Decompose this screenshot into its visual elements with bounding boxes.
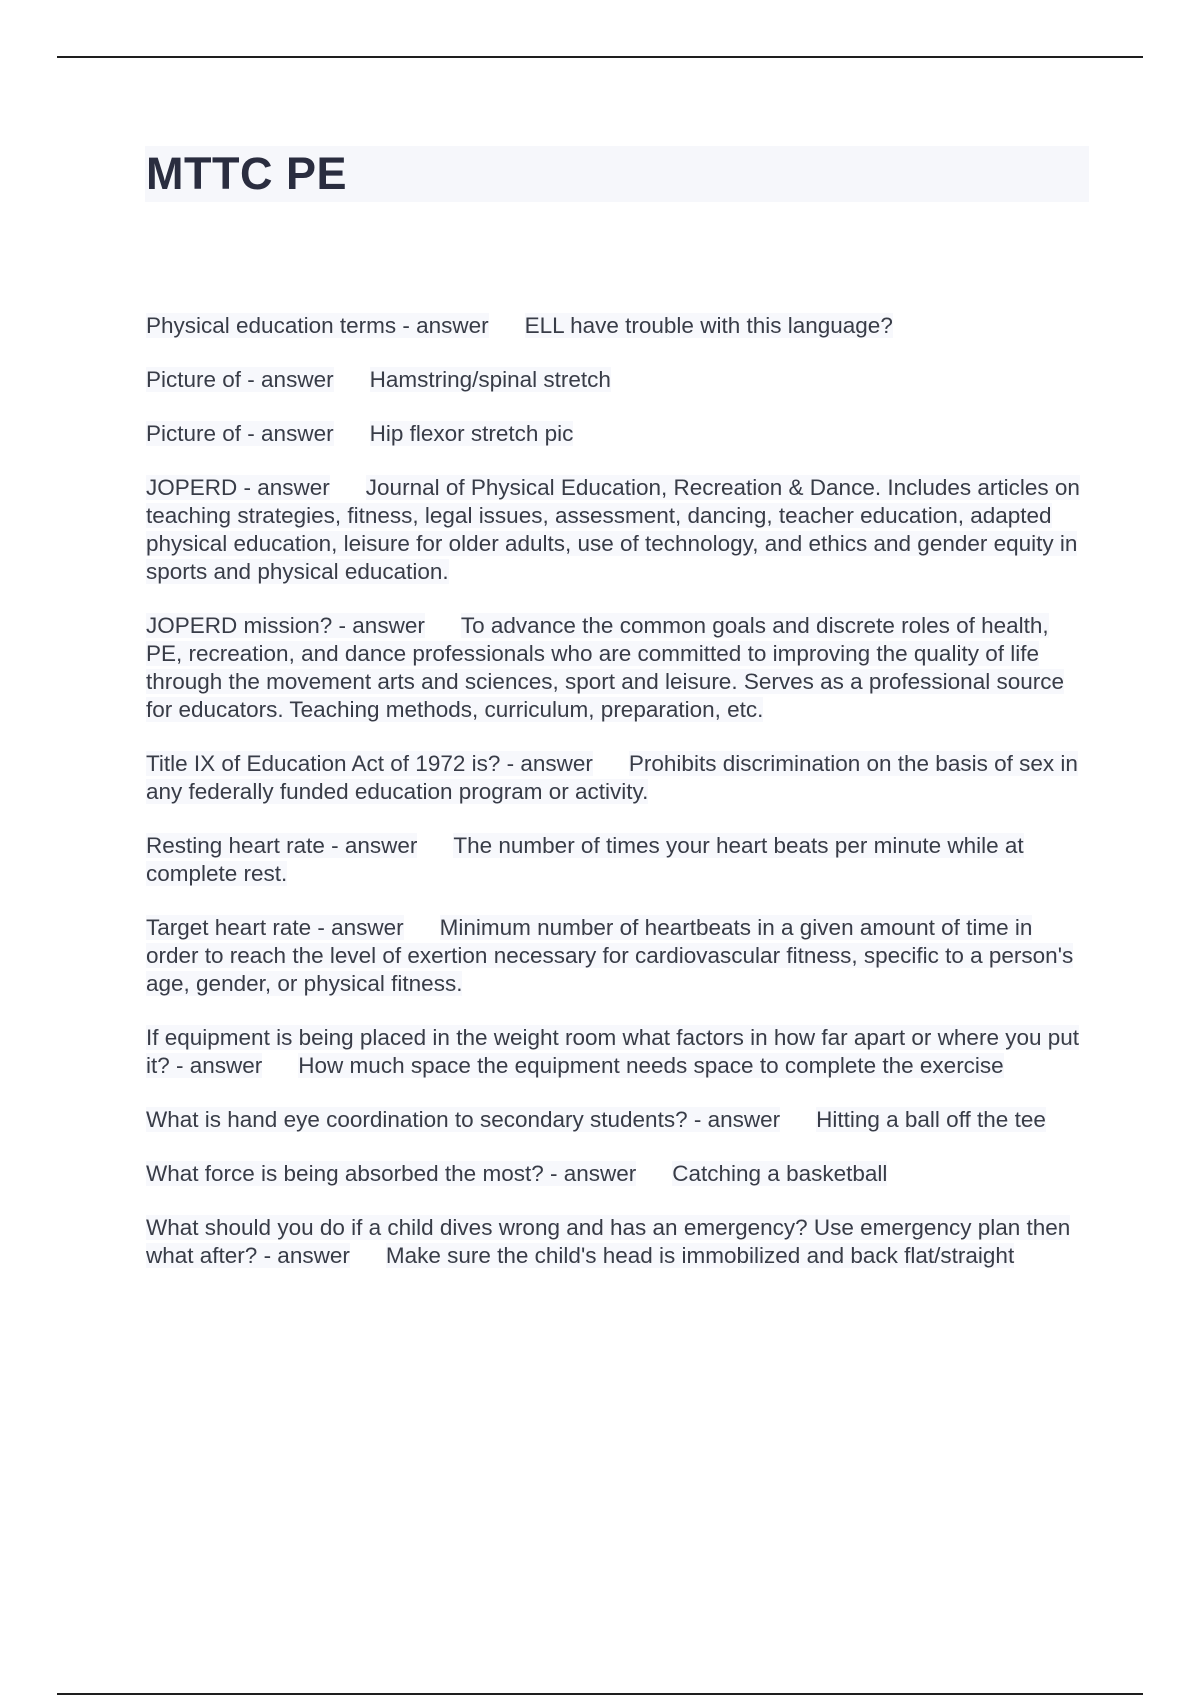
question-text: Picture of - answer [146, 367, 334, 392]
qa-item [146, 420, 1090, 448]
question-text: What is hand eye coordination to secondary students? - answer [146, 1107, 781, 1132]
answer-text: Hitting a ball off the tee [816, 1107, 1046, 1132]
answer-text: Make sure the child's head is immobilized and back flat/straight [385, 1243, 1015, 1268]
question-text: Resting heart rate - answer [146, 833, 418, 858]
answer-text: Hamstring/spinal stretch [369, 367, 611, 392]
question-text: JOPERD mission? - answer [146, 613, 425, 638]
qa-item [146, 474, 1090, 586]
question-text: If equipment is being placed in the weight room what factors in how far apart or where you put it? - answer [146, 1025, 1080, 1078]
question-text: Target heart rate - answer [146, 915, 404, 940]
qa-item [146, 1106, 1090, 1134]
answer-text: Journal of Physical Education, Recreation & Dance. Includes articles on teaching strategies, fitness, legal issues, assessment, dancing, teacher education, adapted physical education, leisure for older adults, use of technology, and ethics and gender equity in sports and physical education. [146, 475, 1080, 584]
qa-item [146, 1160, 1090, 1188]
qa-item [146, 312, 1090, 340]
answer-text: Minimum number of heartbeats in a given amount of time in order to reach the level of exertion necessary for cardiovascular fitness, specific to a person's age, gender, or physical fitness. [146, 915, 1074, 996]
bottom-rule [57, 1693, 1143, 1695]
top-rule [57, 56, 1143, 58]
page-title: MTTC PE [146, 148, 347, 199]
answer-text: ELL have trouble with this language? [524, 313, 893, 338]
question-text: Picture of - answer [146, 421, 334, 446]
qa-item [146, 914, 1090, 998]
qa-item [146, 750, 1090, 806]
qa-list [146, 312, 1090, 1296]
qa-item [146, 1024, 1090, 1080]
answer-text: To advance the common goals and discrete roles of health, PE, recreation, and dance professionals who are committed to improving the quality of life through the movement arts and sciences, sport and leisure. Serves as a professional source for educators. Teaching methods, curriculum, preparation, etc. [146, 613, 1064, 722]
qa-item [146, 612, 1090, 724]
qa-item [146, 832, 1090, 888]
qa-item [146, 366, 1090, 394]
answer-text: Catching a basketball [672, 1161, 888, 1186]
question-text: JOPERD - answer [146, 475, 330, 500]
answer-text: Hip flexor stretch pic [369, 421, 574, 446]
answer-text: The number of times your heart beats per minute while at complete rest. [146, 833, 1024, 886]
answer-text: Prohibits discrimination on the basis of sex in any federally funded education program or activity. [146, 751, 1078, 804]
question-text: Title IX of Education Act of 1972 is? - answer [146, 751, 593, 776]
question-text: What should you do if a child dives wrong and has an emergency? Use emergency plan then what after? - answer [146, 1215, 1071, 1268]
answer-text: How much space the equipment needs space to complete the exercise [298, 1053, 1004, 1078]
question-text: What force is being absorbed the most? - answer [146, 1161, 637, 1186]
question-text: Physical education terms - answer [146, 313, 489, 338]
qa-item [146, 1214, 1090, 1270]
